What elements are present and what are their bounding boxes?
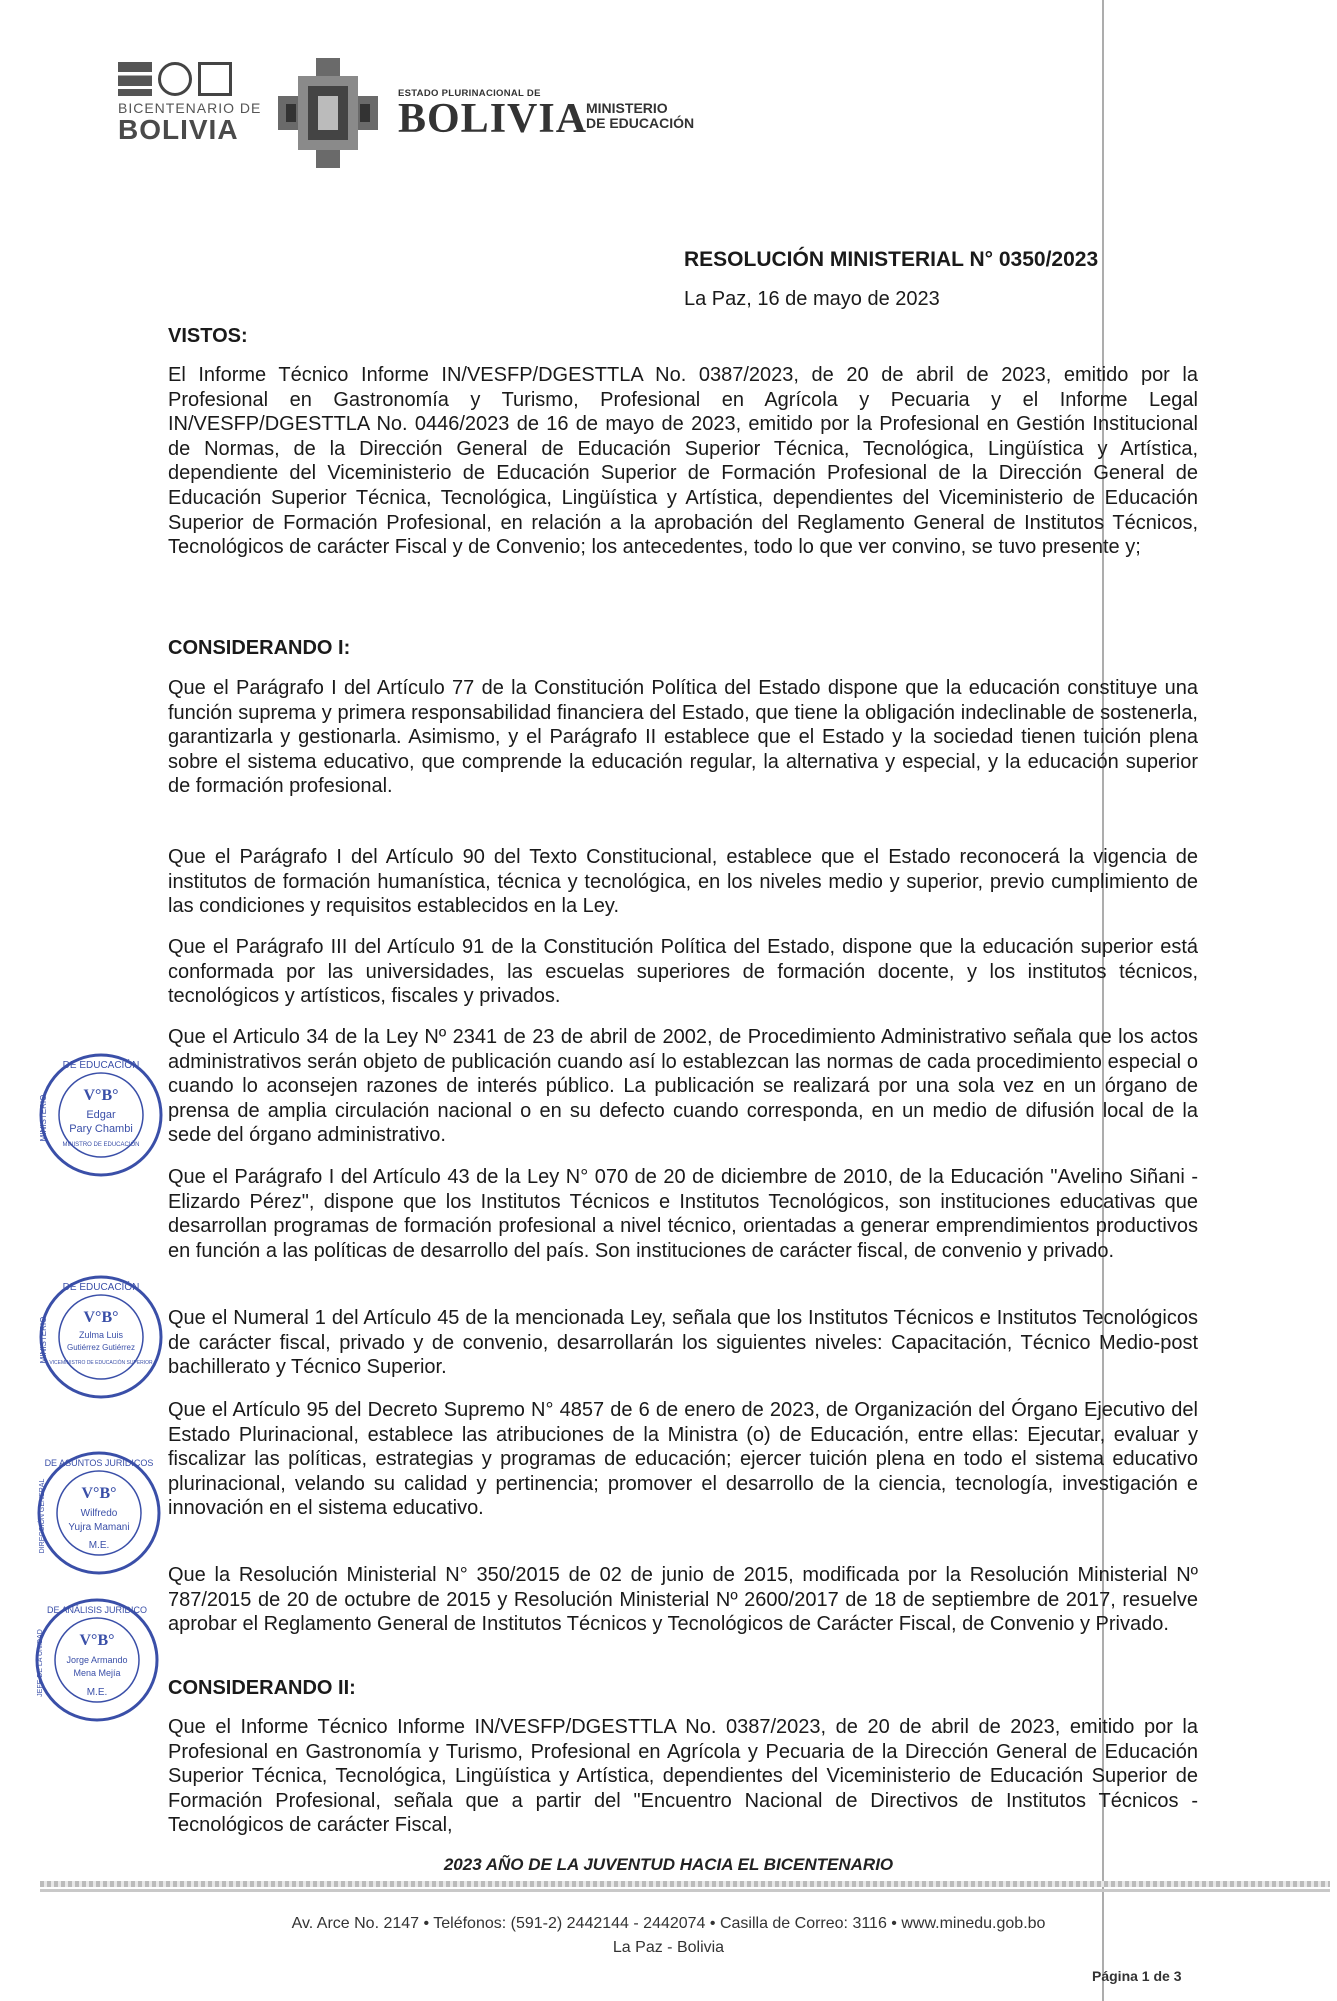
page-number: Página 1 de 3	[1092, 1968, 1182, 1984]
considerando-1-paragraph-5: Que el Parágrafo I del Artículo 43 de la Ley N° 070 de 20 de diciembre de 2010, de la Educación "Avelino Siñani - Elizardo Pérez", dispone que los Institutos Técnicos e Institutos Tecnológicos, son instituciones educativas que desarrollan programas de formación profesional a nivel técnico, orientadas a generar emprendimientos productivos en función a las políticas de desarrollo del país. Son instituciones de carácter fiscal, de convenio y privado.	[168, 1166, 1198, 1262]
vistos-heading: VISTOS:	[168, 325, 248, 347]
stamp-3-sub: M.E.	[88, 1540, 110, 1551]
footer-motto: 2023 AÑO DE LA JUVENTUD HACIA EL BICENTENARIO	[443, 1855, 894, 1874]
stamp-3-name-2: Yujra Mamani	[68, 1522, 130, 1533]
bolivia-wordmark	[398, 88, 588, 142]
estado-label: ESTADO PLURINACIONAL DE	[398, 88, 541, 99]
stamp-1-vobo: V°B°	[83, 1087, 119, 1104]
approval-stamp-2	[36, 1272, 166, 1402]
stamp-2-name-1: Zulma Luis	[78, 1330, 124, 1340]
stamp-1-name-1: Edgar	[86, 1109, 116, 1121]
stamp-4-left: JEFE DE LA UNIDAD	[37, 1629, 44, 1697]
pattern-icon	[198, 62, 232, 96]
stamp-2-vobo: V°B°	[83, 1309, 119, 1326]
stamp-4-vobo: V°B°	[79, 1632, 115, 1649]
stamp-3-name-1: Wilfredo	[80, 1508, 118, 1519]
considerando-1-paragraph-7: Que el Artículo 95 del Decreto Supremo N° 4857 de 6 de enero de 2023, de Organización del Órgano Ejecutivo del Estado Plurinacional, establece las atribuciones de la Ministra (o) de Educación, entre ellas: Ejecutar, evaluar y fiscalizar las políticas, estrategias y programas de educación; ejercer tuición plena en todo el sistema educativo plurinacional, velando su calidad y pertinencia; promover el desarrollo de la ciencia, tecnología, investigación e innovación en el sistema educativo.	[168, 1399, 1198, 1520]
footer-city: La Paz - Bolivia	[612, 1939, 725, 1956]
stamp-4-name-2: Mena Mejía	[73, 1668, 121, 1678]
bicentenario-top-text: BICENTENARIO DE	[118, 100, 262, 116]
stamp-1-top: DE EDUCACIÓN	[62, 1060, 140, 1071]
considerando-2-heading: CONSIDERANDO II:	[168, 1677, 356, 1699]
vistos-paragraph: El Informe Técnico Informe IN/VESFP/DGESTTLA No. 0387/2023, de 20 de abril de 2023, emitido por la Profesional en Gastronomía y Turismo, Profesional en Agrícola y Pecuaria y el Informe Legal IN/VESFP/DGESTTLA No. 0446/2023 de 16 de mayo de 2023, emitido por la Profesional en Gestión Institucional de Normas, de la Dirección General de Educación Superior Técnica, Tecnológica, Lingüística y Artística, dependiente del Viceministerio de Educación Superior de Formación Profesional de la Dirección General de Educación Superior Técnica, Tecnológica, Lingüística y Artística, dependientes del Viceministerio de Educación Superior de Formación Profesional, en relación a la aprobación del Reglamento General de Institutos Técnicos, Tecnológicos de carácter Fiscal y de Convenio; los antecedentes, todo lo que ver convino, se tuvo presente y;	[168, 364, 1198, 559]
stamp-2-top: DE EDUCACIÓN	[62, 1282, 140, 1293]
considerando-1-paragraph-1: Que el Parágrafo I del Artículo 77 de la Constitución Política del Estado dispone que la educación constituye una función suprema y primera responsabilidad financiera del Estado, que tiene la obligación indeclinable de sostenerla, garantizarla y gestionarla. Asimismo, y el Parágrafo II establece que el Estado y la sociedad tienen tuición plena sobre el sistema educativo, que comprende la educación regular, la alternativa y especial, y la educación superior de formación profesional.	[168, 677, 1198, 798]
stamp-1-sub: MINISTRO DE EDUCACIÓN	[62, 1142, 140, 1148]
approval-stamp-4	[32, 1595, 162, 1725]
resolution-title: RESOLUCIÓN MINISTERIAL N° 0350/2023	[684, 248, 1099, 271]
bicentenario-icons	[118, 62, 268, 96]
stamp-4-name-1: Jorge Armando	[66, 1655, 128, 1665]
footer-pattern-bar	[40, 1881, 1330, 1887]
considerando-1-heading: CONSIDERANDO I:	[168, 637, 351, 659]
square-icon	[118, 62, 152, 96]
ministry-line-2: DE EDUCACIÓN	[586, 115, 695, 131]
bicentenario-bottom-text: BOLIVIA	[118, 114, 239, 145]
considerando-1-paragraph-8: Que la Resolución Ministerial N° 350/2015 de 02 de junio de 2015, modificada por la Resolución Ministerial Nº 787/2015 de 20 de octubre de 2015 y Resolución Ministerial Nº 2600/2017 de 18 de septiembre de 2017, resuelve aprobar el Reglamento General de Institutos Técnicos y Tecnológicos de Carácter Fiscal, de Convenio y Privado.	[168, 1564, 1198, 1636]
stamp-4-sub: M.E.	[86, 1687, 108, 1698]
place-date: La Paz, 16 de mayo de 2023	[684, 288, 940, 310]
considerando-1-paragraph-2: Que el Parágrafo I del Artículo 90 del Texto Constitucional, establece que el Estado reconocerá la vigencia de institutos de formación humanística, técnica y tecnológica, en los niveles medio y superior, previo cumplimiento de las condiciones y requisitos establecidos en la Ley.	[168, 846, 1198, 918]
stamp-3-left: DIRECCIÓN GENERAL	[39, 1478, 46, 1554]
footer-divider	[40, 1889, 1330, 1892]
bicentenario-logo	[118, 62, 268, 162]
spiral-icon	[158, 62, 192, 96]
considerando-2-paragraph: Que el Informe Técnico Informe IN/VESFP/DGESTTLA No. 0387/2023, de 20 de abril de 2023, emitido por la Profesional en Gastronomía y Turismo, Profesional en Agrícola y Pecuaria de la Dirección General de Educación Superior Técnica, Tecnológica, Lingüística y Artística, dependientes del Viceministerio de Educación Superior de Formación Profesional, señala que a partir del "Encuentro Nacional de Directivos de Institutos Técnicos - Tecnológicos de carácter Fiscal,	[168, 1716, 1198, 1837]
considerando-1-paragraph-4: Que el Articulo 34 de la Ley Nº 2341 de 23 de abril de 2002, de Procedimiento Administrativo señala que los actos administrativos serán objeto de publicación cuando así lo establezcan las normas de cada procedimiento especial o cuando lo aconsejen razones de interés público. La publicación se realizará por una sola vez en un órgano de prensa de amplia circulación nacional o en su defecto cuando corresponda, en un medio de difusión local de la sede del órgano administrativo.	[168, 1026, 1198, 1147]
approval-stamp-1	[36, 1050, 166, 1180]
stamp-1-left: MINISTERIO	[39, 1094, 48, 1142]
stamp-4-top: DE ANÁLISIS JURÍDICO	[46, 1605, 148, 1615]
footer-address: Av. Arce No. 2147 • Teléfonos: (591-2) 2442144 - 2442074 • Casilla de Correo: 3116 • www.minedu.gob.bo	[291, 1915, 1046, 1932]
ministry-line-1: MINISTERIO	[586, 100, 668, 116]
stamp-2-sub: VICEMINISTRO DE EDUCACIÓN SUPERIOR	[49, 1360, 153, 1366]
bolivia-emblem-icon	[278, 58, 378, 168]
stamp-2-left: MINISTERIO	[39, 1316, 48, 1364]
approval-stamp-3	[34, 1448, 164, 1578]
stamp-3-vobo: V°B°	[81, 1485, 117, 1502]
ministry-label	[586, 101, 694, 131]
stamp-2-name-2: Gutiérrez Gutiérrez	[66, 1343, 136, 1352]
considerando-1-paragraph-6: Que el Numeral 1 del Artículo 45 de la mencionada Ley, señala que los Institutos Técnicos e Institutos Tecnológicos de carácter fiscal, privado y de convenio, desarrollarán los siguientes niveles: Capacitación, Técnico Medio-post bachillerato y Técnico Superior.	[168, 1307, 1198, 1379]
considerando-1-paragraph-3: Que el Parágrafo III del Artículo 91 de la Constitución Política del Estado, dispone que la educación superior está conformada por las universidades, las escuelas superiores de formación docente, y los institutos técnicos, tecnológicos y artísticos, fiscales y privados.	[168, 936, 1198, 1008]
country-name: BOLIVIA	[398, 96, 588, 142]
stamp-3-top: DE ASUNTOS JURÍDICOS	[44, 1458, 154, 1468]
stamp-1-name-2: Pary Chambi	[69, 1123, 133, 1135]
